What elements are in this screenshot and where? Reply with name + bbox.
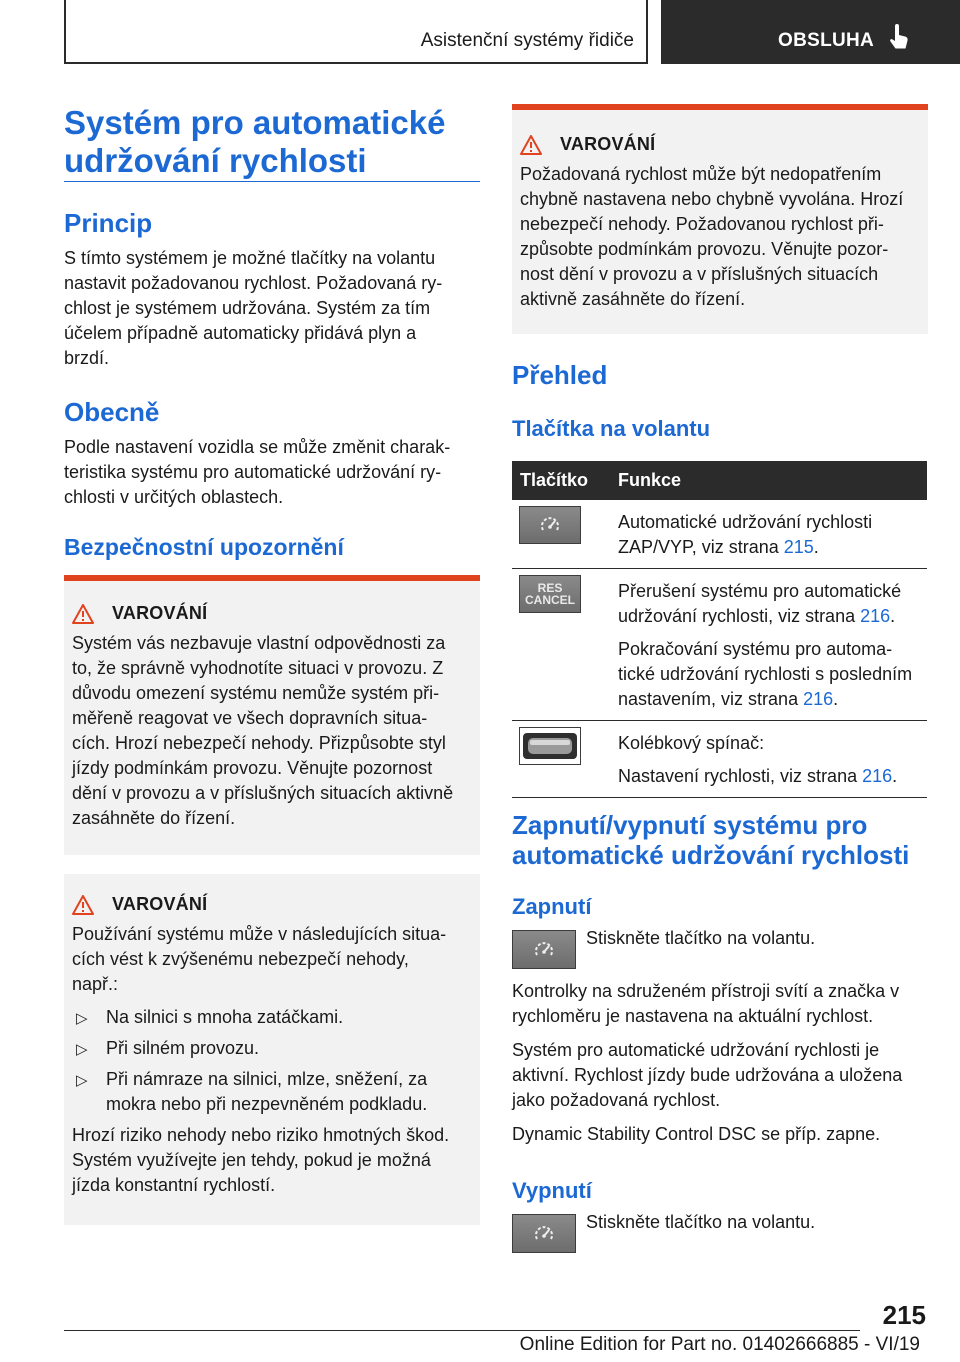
list-item (72, 1005, 470, 1030)
page-title (64, 104, 480, 180)
princip-line: S tímto systémem je možné tlačítky na volantu (64, 248, 436, 268)
warning-line: nost dění v provozu a v příslušných situacích (520, 264, 879, 284)
warning-line: způsobte podmínkám provozu. Věnujte pozor- (520, 239, 889, 259)
footer-divider (64, 1330, 860, 1331)
prehled-heading: Přehled (512, 360, 608, 390)
zapnuti-text: Kontrolky na sdruženém přístroji svítí a značka v (512, 981, 900, 1001)
warning-triangle-icon (72, 604, 94, 624)
warning-line: Systém využívejte jen tehdy, pokud je možná (72, 1150, 431, 1170)
warning-line: jízdy podmínkám provozu. Věnujte pozornost (72, 758, 433, 778)
cell-text: Automatické udržování rychlosti (618, 512, 873, 532)
tlacitka-heading: Tlačítka na volantu (512, 416, 711, 441)
cell-text: nastavením, viz strana (618, 689, 804, 709)
triangle-bullet-icon: ▷ (76, 1072, 88, 1089)
cell-text: ZAP/VYP, viz strana (618, 537, 784, 557)
warning-title: VAROVÁNÍ (112, 603, 208, 623)
table-cell-icon (512, 721, 610, 798)
table-cell-function (610, 500, 927, 569)
warning-line: dění v provozu a v příslušných situacích aktivně (72, 783, 454, 803)
table-header-cell: Tlačítko (512, 461, 610, 500)
obecne-heading: Obecně (64, 397, 160, 427)
princip-heading: Princip (64, 208, 153, 238)
cruise-control-icon (512, 930, 576, 969)
cell-text: Přerušení systému pro automatické (618, 581, 902, 601)
triangle-bullet-icon: ▷ (76, 1041, 88, 1058)
bullet-text: Při silném provozu. (106, 1038, 260, 1058)
table-header-row (512, 461, 927, 500)
cell-text: udržování rychlosti, viz strana (618, 606, 861, 626)
section-bezpecnost (64, 534, 480, 560)
warning-box-2 (64, 874, 480, 1225)
cell-text: . (890, 606, 896, 626)
warning-line: Používání systému může v následujících situa- (72, 924, 447, 944)
warning-box-3 (512, 104, 928, 334)
princip-line: brzdí. (64, 348, 110, 368)
section-tlacitka (512, 416, 928, 442)
warning-line: měřeně reagovat ve všech dopravních situa- (72, 708, 428, 728)
warning-line: např.: (72, 974, 119, 994)
cruise-control-icon (519, 506, 581, 544)
zapnuti-text: Systém pro automatické udržování rychlosti je (512, 1040, 880, 1060)
page-link[interactable]: 216 (860, 606, 891, 626)
warning-line: Požadovaná rychlost může být nedopatřením (520, 164, 882, 184)
table-cell-function (610, 721, 927, 798)
section-prehled (512, 360, 928, 390)
vypnuti-instruction: Stiskněte tlačítko na volantu. (586, 1212, 816, 1232)
warning-title: VAROVÁNÍ (560, 134, 656, 154)
warning-triangle-icon (520, 135, 542, 155)
list-item (72, 1067, 470, 1117)
triangle-bullet-icon: ▷ (76, 1010, 88, 1027)
warning-line: zasáhněte do řízení. (72, 808, 236, 828)
zapnuti-text: Dynamic Stability Control DSC se příp. zapne. (512, 1124, 881, 1144)
footer-edition: Online Edition for Part no. 01402666885 - VI/19 (519, 1334, 920, 1355)
warning-header (72, 603, 470, 624)
header-chapter-label: OBSLUHA (778, 30, 875, 51)
section-zapnuti (512, 894, 928, 1147)
table-row (512, 569, 927, 721)
warning-line: cích. Hrozí nebezpečí nehody. Přizpůsobte styl (72, 733, 446, 753)
bullet-text: Na silnici s mnoha zatáčkami. (106, 1007, 344, 1027)
table-cell-function (610, 569, 927, 721)
warning-line: jízda konstantní rychlostí. (72, 1175, 276, 1195)
icon-text: RES (537, 581, 563, 595)
page-title-line2: udržování rychlosti (64, 142, 367, 179)
icon-text: CANCEL (525, 593, 575, 607)
bullet-text: mokra nebo při nezpevněném podkladu. (106, 1094, 428, 1114)
header-section-title: Asistenční systémy řidiče (420, 30, 634, 51)
warning-bullet-list (72, 1005, 470, 1117)
table-cell-icon (512, 500, 610, 569)
warning-line: důvodu omezení systému nemůže systém při- (72, 683, 440, 703)
zapnuti-vypnuti-title-line2: automatické udržování rychlosti (512, 840, 910, 870)
buttons-table (512, 461, 927, 798)
warning-title: VAROVÁNÍ (112, 894, 208, 914)
title-divider (64, 181, 480, 182)
section-zapnuti-vypnuti (512, 810, 928, 870)
cell-text: Pokračování systému pro automa- (618, 639, 893, 659)
section-princip (64, 208, 480, 371)
page-title-line1: Systém pro automatické (64, 104, 446, 141)
warning-box-1 (64, 575, 480, 855)
zapnuti-instruction: Stiskněte tlačítko na volantu. (586, 928, 816, 948)
list-item (72, 1036, 470, 1061)
cruise-control-icon (512, 1214, 576, 1253)
zapnuti-heading: Zapnutí (512, 894, 592, 919)
warning-header (72, 894, 470, 915)
warning-line: Systém vás nezbavuje vlastní odpovědnosti za (72, 633, 446, 653)
princip-line: chlost je systémem udržována. Systém za tím (64, 298, 431, 318)
table-header-cell: Funkce (610, 461, 927, 500)
warning-line: to, že správně vyhodnotíte situaci v provozu. Z (72, 658, 444, 678)
page-link[interactable]: 215 (783, 537, 814, 557)
cell-text: Nastavení rychlosti, viz strana (618, 766, 863, 786)
cell-text: . (892, 766, 898, 786)
zapnuti-text: aktivní. Rychlost jízdy bude udržována a uložena (512, 1065, 903, 1085)
warning-line: cích vést k zvýšenému nebezpečí nehody, (72, 949, 409, 969)
princip-line: nastavit požadovanou rychlost. Požadovaná ry- (64, 273, 443, 293)
table-cell-icon (512, 569, 610, 721)
obecne-line: chlosti v určitých oblastech. (64, 487, 284, 507)
warning-line: nebezpečí nehody. Požadovanou rychlost při- (520, 214, 884, 234)
cell-text: Kolébkový spínač: (618, 733, 765, 753)
cell-text: . (833, 689, 839, 709)
pointing-hand-icon (889, 24, 909, 50)
warning-line: chybně nastavena nebo chybně vyvolána. Hrozí (520, 189, 904, 209)
warning-line: Hrozí riziko nehody nebo riziko hmotných škod. (72, 1125, 450, 1145)
rocker-switch-icon (519, 727, 581, 765)
obecne-line: teristika systému pro automatické udržování ry- (64, 462, 442, 482)
cell-text: tické udržování rychlosti s posledním (618, 664, 913, 684)
res-cancel-icon (519, 575, 581, 613)
princip-line: účelem případně automaticky přidává plyn a (64, 323, 417, 343)
section-vypnuti (512, 1178, 928, 1253)
warning-header (520, 134, 920, 155)
header-chapter-tab (661, 0, 960, 64)
warning-line: aktivně zasáhněte do řízení. (520, 289, 746, 309)
zapnuti-vypnuti-title-line1: Zapnutí/vypnutí systému pro (512, 810, 868, 840)
table-row (512, 721, 927, 798)
header-section-box (64, 0, 648, 64)
page-link[interactable]: 216 (803, 689, 834, 709)
warning-triangle-icon (72, 895, 94, 915)
bezpecnost-heading: Bezpečnostní upozornění (64, 534, 344, 560)
obecne-line: Podle nastavení vozidla se může změnit charak- (64, 437, 451, 457)
zapnuti-text: rychloměru je nastavena na aktuální rychlost. (512, 1006, 874, 1026)
table-row (512, 500, 927, 569)
page-link[interactable]: 216 (862, 766, 893, 786)
section-obecne (64, 397, 480, 510)
zapnuti-text: jako požadovaná rychlost. (512, 1090, 721, 1110)
page-number: 215 (882, 1300, 926, 1330)
cell-text: . (813, 537, 819, 557)
vypnuti-heading: Vypnutí (512, 1178, 592, 1203)
bullet-text: Při námraze na silnici, mlze, sněžení, za (106, 1069, 428, 1089)
